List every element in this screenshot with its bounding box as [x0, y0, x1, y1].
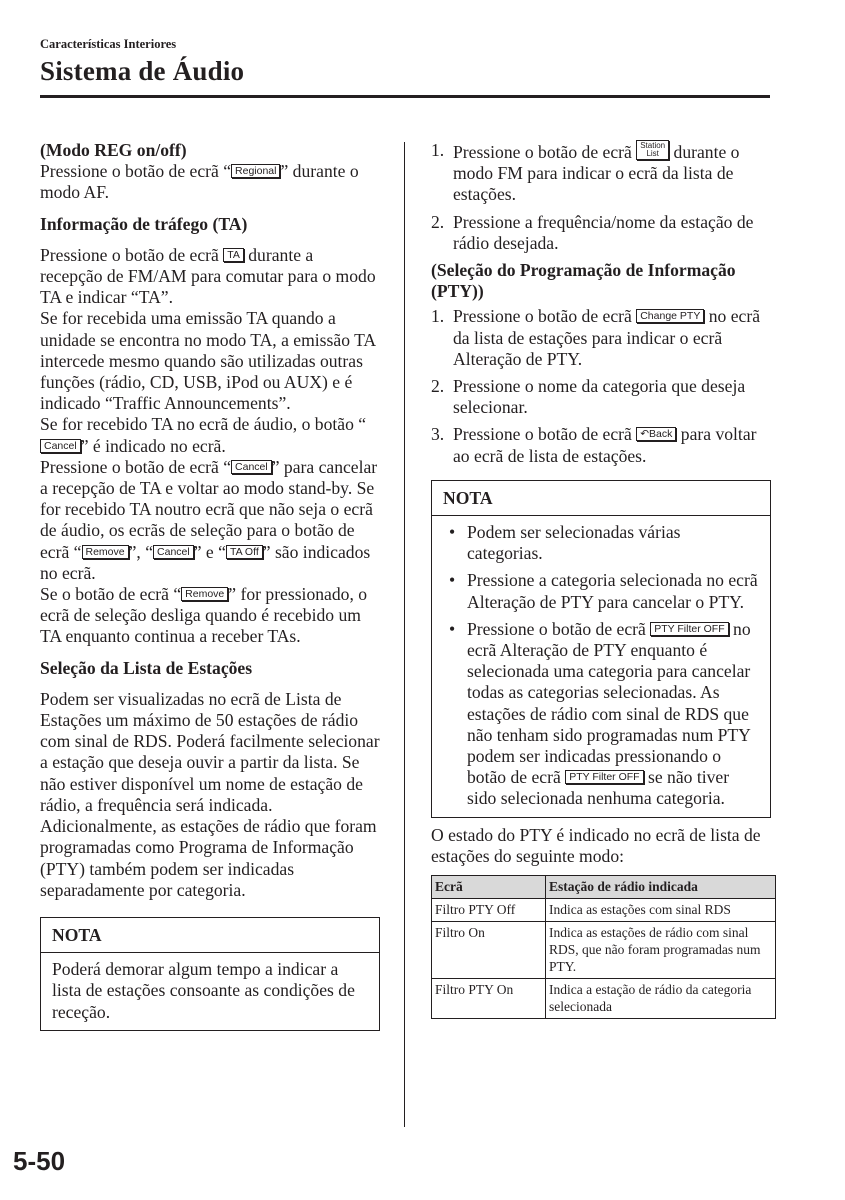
right-column — [431, 140, 771, 1019]
station-steps — [431, 140, 771, 254]
remove-button: Remove — [82, 545, 129, 559]
ta-paragraph-4 — [40, 457, 380, 584]
regional-button: Regional — [231, 164, 280, 178]
reg-paragraph — [40, 161, 380, 203]
list-item: • Podem ser selecionadas várias categorias. — [443, 522, 759, 564]
cancel-button: Cancel — [231, 460, 272, 474]
ta-p1-b: durante a recepção de FM/AM para comutar para o modo TA e indicar “TA”. — [40, 244, 376, 308]
note-heading: NOTA — [41, 918, 379, 953]
ta-p4-b: ” para cancelar a recepção de TA e voltar ao modo stand-by. Se for recebido TA noutro ecrã que não seja o ecrã de áudio, os ecrãs de seleção para o botão de ecrã “ — [40, 456, 378, 562]
list-item: • Pressione o botão de ecrã PTY Filter OFF no ecrã Alteração de PTY enquanto é selecionada uma categoria para cancelar todas as categorias selecionadas. As estações de rádio com sinal de RDS que não tenham sido programadas num PTY podem ser indicadas pressionando o botão de ecrã PTY Filter OFF se não tiver sido selecionada nenhuma categoria. — [443, 619, 759, 810]
back-button: ↶Back — [636, 427, 676, 441]
table-cell: Filtro On — [432, 922, 546, 979]
ta-paragraph-5 — [40, 584, 380, 648]
table-row — [432, 979, 776, 1019]
ta-p3-b: ” é indicado no ecrã. — [80, 435, 226, 456]
list-item: 2. Pressione o nome da categoria que deseja selecionar. — [431, 376, 746, 418]
table-cell: Filtro PTY Off — [432, 899, 546, 922]
reg-heading: (Modo REG on/off) — [40, 140, 187, 160]
ta-paragraph-2: Se for recebida uma emissão TA quando a unidade se encontra no modo TA, a emissão TA intercede mesmo quando são utilizadas outras funções (rádio, CD, USB, iPod ou AUX) e é indicado “Traffic Announcements”. — [40, 308, 376, 414]
ta-button: TA — [223, 248, 244, 262]
reg-text-2: ” durante o modo AF. — [40, 161, 359, 203]
station-list-button: Station List — [636, 140, 669, 160]
ta-heading: Informação de tráfego (TA) — [40, 213, 248, 234]
table-cell: Indica as estações com sinal RDS — [546, 899, 776, 922]
left-column — [40, 140, 380, 1031]
pty-state-text: O estado do PTY é indicado no ecrã de lista de estações do seguinte modo: — [431, 824, 761, 866]
list-paragraph: Podem ser visualizadas no ecrã de Lista de Estações um máximo de 50 estações de rádio com sinal de RDS. Poderá facilmente selecionar a estação que deseja ouvir a partir da lista. Se não estiver disponível um nome de estação de rádio, a frequência será indicada. Adicionalmente, as estações de rádio que foram programadas como Programa de Informação (PTY) também podem ser indicadas separadamente por categoria. — [40, 688, 380, 900]
note-box-left — [40, 917, 380, 1031]
list-heading: Seleção da Lista de Estações — [40, 657, 253, 678]
remove-button: Remove — [181, 587, 228, 601]
page-number: 5-50 — [13, 1146, 66, 1176]
ta-paragraph-3 — [40, 414, 380, 456]
table-header: Ecrã — [432, 876, 546, 899]
ta-p4-d: ” e “ — [193, 541, 226, 562]
ta-p4-c: ”, “ — [128, 541, 154, 562]
ta-p4-e: ” são indicados no ecrã. — [40, 541, 371, 583]
list-item: 1. Pressione o botão de ecrã Change PTY no ecrã da lista de estações para indicar o ecrã Alteração de PTY. — [431, 306, 761, 369]
ta-p3-a: Se for recebido TA no ecrã de áudio, o botão “ — [40, 414, 367, 435]
change-pty-button: Change PTY — [636, 309, 704, 323]
ta-paragraph-1 — [40, 245, 380, 309]
pty-filter-off-button: PTY Filter OFF — [565, 770, 643, 784]
reg-text-1: Pressione o botão de ecrã “ — [40, 161, 232, 182]
table-cell: Indica a estação de rádio da categoria selecionada — [546, 979, 776, 1019]
note-bullets — [443, 522, 759, 810]
title-rule — [40, 95, 770, 98]
page-title: Sistema de Áudio — [40, 56, 245, 86]
list-item: 3. Pressione o botão de ecrã ↶Back para voltar ao ecrã de lista de estações. — [431, 424, 757, 466]
list-item: 2. Pressione a frequência/nome da estação de rádio desejada. — [431, 211, 754, 253]
ta-p5-a: Se o botão de ecrã “ — [40, 584, 182, 605]
table-row — [432, 899, 776, 922]
table-row — [432, 922, 776, 979]
back-icon: ↶ — [640, 428, 650, 441]
pty-table — [431, 875, 776, 1019]
cancel-button: Cancel — [40, 439, 81, 453]
note-heading: NOTA — [432, 481, 770, 516]
ta-off-button: TA Off — [226, 545, 263, 559]
list-item: • Pressione a categoria selecionada no ecrã Alteração de PTY para cancelar o PTY. — [443, 570, 759, 612]
pty-steps — [431, 306, 771, 466]
table-header: Estação de rádio indicada — [546, 876, 776, 899]
ta-p1-a: Pressione o botão de ecrã — [40, 244, 224, 265]
ta-p4-a: Pressione o botão de ecrã “ — [40, 456, 232, 477]
cancel-button: Cancel — [153, 545, 194, 559]
note-box-right — [431, 480, 771, 818]
table-cell: Filtro PTY On — [432, 979, 546, 1019]
ta-p5-b: ” for pressionado, o ecrã de seleção desliga quando é recebido um TA enquanto continua a receber TAs. — [40, 584, 368, 647]
pty-filter-off-button: PTY Filter OFF — [650, 622, 728, 636]
table-header-row — [432, 876, 776, 899]
table-cell: Indica as estações de rádio com sinal RDS, que não foram programadas num PTY. — [546, 922, 776, 979]
section-label: Características Interiores — [40, 37, 177, 51]
note-text: Poderá demorar algum tempo a indicar a lista de estações consoante as condições de receção. — [52, 959, 355, 1022]
list-item: 1. Pressione o botão de ecrã Station List durante o modo FM para indicar o ecrã da lista de estações. — [431, 140, 740, 205]
column-divider — [404, 142, 405, 1127]
pty-heading: (Seleção do Programação de Informação (PTY)) — [431, 260, 736, 302]
